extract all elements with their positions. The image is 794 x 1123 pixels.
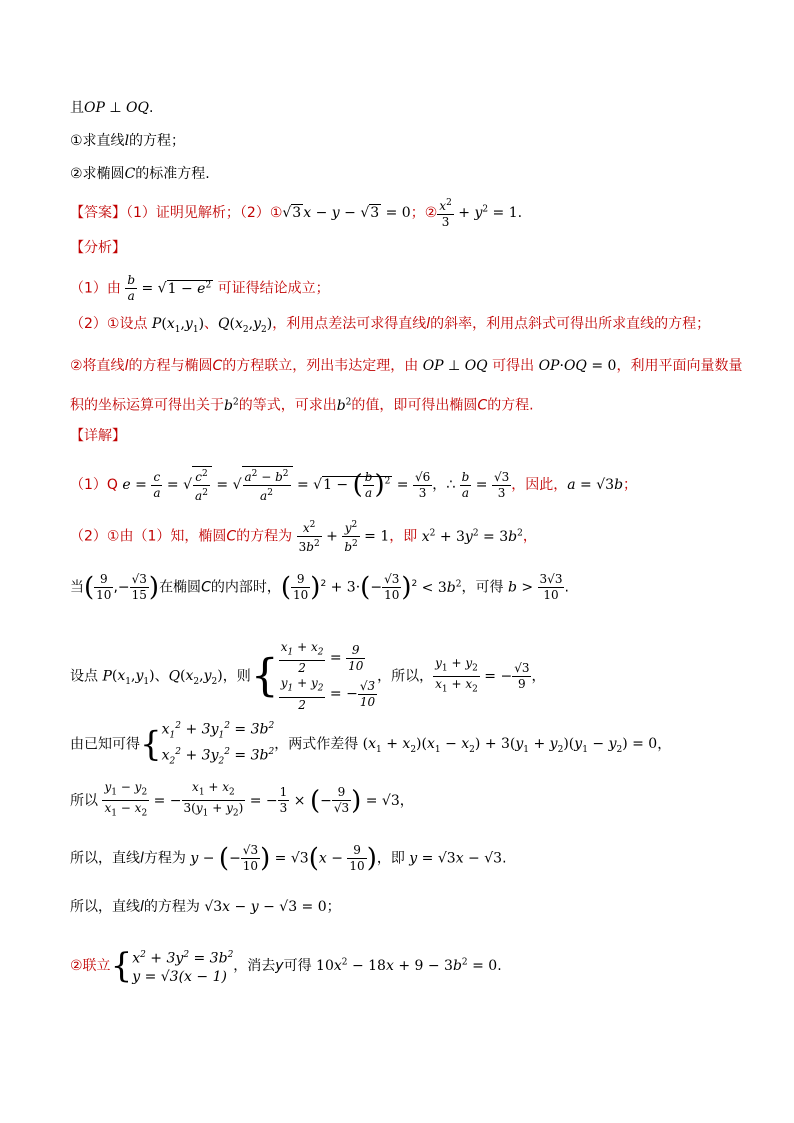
detail-line-1: （1）Q e = $\frac{c}{a}$ = √ $\frac{c^2}{a^2}$ = √ $\frac{a^2 - b^2}{a^2}$ = √1 − ( $\frac{b}{a}$ )$^2$ = $\frac{√6}{3}$ ，∴ $\frac{b}{a}$ = $\frac{√3}{3}$ ，因此，a = √3b； — [70, 466, 637, 504]
answer-tag: 【答案】 — [70, 205, 126, 221]
text-line-2: ①求直线l的方程； — [70, 133, 186, 149]
text-line-1: 且OP ⊥ OQ. — [70, 100, 154, 116]
detail-line-9: ②联立{ $x^2 + 3y^2 = 3b^2$ y = √3(x − 1) ，消去y可得 $10x^2 - 18x + 9 - 3b^2 = 0$. — [70, 945, 502, 986]
detail-line-3: 当( $\frac{9}{10}$ ,− $\frac{√3}{15}$ )在椭圆C的内部时，( $\frac{9}{10}$ )$^2$ + 3·(− $\frac{√3}{10}$ )$^2 < 3b^2$，可得 b > $\frac{3√3}{10}$ . — [70, 572, 569, 603]
analysis-line-1: （1）由 $\frac{b}{a}$ = $√1 - e^2$ 可证得结论成立； — [70, 273, 330, 303]
detail-line-8: 所以，直线l的方程为 √3x − y − √3 = 0； — [70, 899, 341, 915]
detail-line-4: 设点 $P(x_1,y_1)$、$Q(x_2,y_2)$，则{ $\frac{x_1 + x_2}{2}$ = $\frac{9}{10}$ $\frac{y_1 + y_2}{2}$ = − $\frac{√3}{10}$ ，所以， $\frac{y_1 + y_2}{x_1 + x_2}$ = − $\frac{√3}{9}$ ， — [70, 640, 546, 712]
analysis-line-4: 积的坐标运算可得出关于$b^2$的等式，可求出$b^2$的值，即可得出椭圆C的方程. — [70, 397, 534, 414]
analysis-line-3: ②将直线l的方程与椭圆C的方程联立，列出韦达定理，由 OP ⊥ OQ 可得出 OP·OQ = 0，利用平面向量数量 — [70, 358, 743, 374]
analysis-tag: 【分析】 — [70, 240, 126, 256]
answer-line: 【答案】（1）证明见解析；（2）①√3 x − y − √3 = 0；② $\frac{x^2}{3}$ + $y^2 = 1$. — [70, 198, 523, 229]
detail-line-6: 所以 $\frac{y_1 - y_2}{x_1 - x_2}$ = − $\frac{x_1 + x_2}{3(y_1 + y_2)}$ = − $\frac{1}{3}$ × (− $\frac{9}{√3}$ ) = √3， — [70, 780, 414, 819]
detail-line-2: （2）①由（1）知，椭圆C的方程为 $\frac{x^2}{3b^2}$ + $\frac{y^2}{b^2}$ = 1，即 $x^2 + 3y^2 = 3b^2$， — [70, 520, 537, 554]
detail-line-5: 由已知可得{ $x_1^2 + 3y_1^2 = 3b^2$ $x_2^2 + 3y_2^2 = 3b^2$ ，两式作差得 $(x_1 + x_2)(x_1 - x_2) + 3(y_1 + y_2)(y_1 - y_2) = 0$， — [70, 721, 672, 767]
text-line-3: ②求椭圆C的标准方程. — [70, 166, 210, 182]
detail-tag: 【详解】 — [70, 428, 126, 444]
detail-line-7: 所以，直线l方程为 y − (− $\frac{√3}{10}$ ) = √3(x − $\frac{9}{10}$ )，即 y = √3x − √3. — [70, 843, 507, 874]
analysis-line-2: （2）①设点 $P(x_1,y_1)$、$Q(x_2,y_2)$，利用点差法可求得直线l的斜率，利用点斜式可得出所求直线的方程； — [70, 316, 711, 335]
